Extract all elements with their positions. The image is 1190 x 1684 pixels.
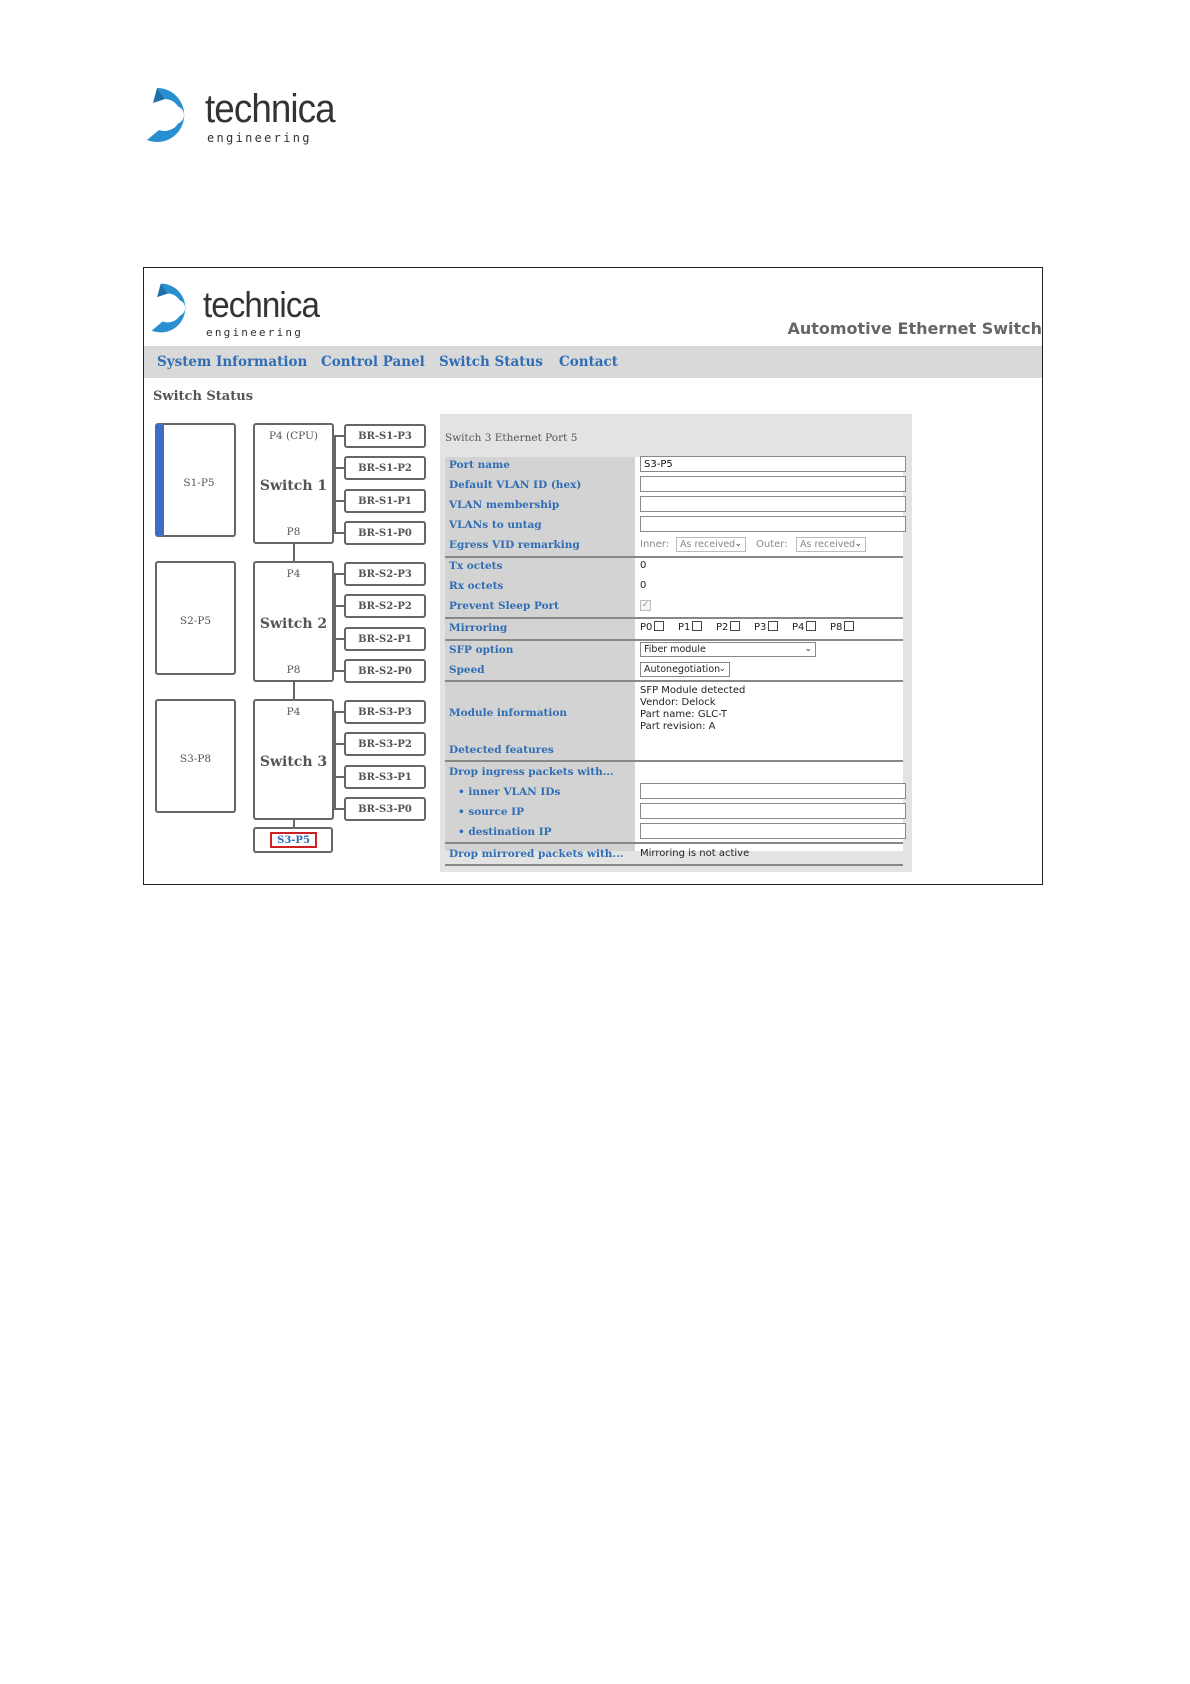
egress-vid-label: Egress VID remarking (449, 539, 580, 551)
switch-bottom-port: P8 (286, 526, 301, 538)
technica-logo-icon (143, 84, 207, 146)
default-vlan-input[interactable] (640, 476, 906, 492)
sfp-option-value: Fiber module (644, 644, 706, 655)
module-line: Part name: GLC-T (640, 709, 727, 720)
sfp-option-select[interactable] (640, 642, 816, 657)
mirror-p1 (678, 621, 702, 633)
logo-wordmark: technica (205, 87, 335, 131)
bridge-label: BR-S1-P0 (358, 528, 412, 539)
bridge-label: BR-S2-P0 (358, 666, 412, 677)
port-box-s3-p8[interactable] (155, 699, 236, 813)
bridge-link (334, 776, 344, 778)
mirror-port-label: P0 (640, 622, 653, 633)
bridge-box-br-s3-p3[interactable] (344, 700, 426, 724)
bridge-box-br-s2-p1[interactable] (344, 627, 426, 651)
tx-octets-label: Tx octets (449, 560, 503, 572)
mirror-port-label: P8 (830, 622, 843, 633)
speed-value: Autonegotiation (644, 664, 721, 675)
bridge-box-br-s2-p3[interactable] (344, 562, 426, 586)
bridge-link (334, 467, 344, 469)
mirror-p8 (830, 621, 854, 633)
bridge-box-br-s2-p2[interactable] (344, 594, 426, 618)
module-info-label: Module information (449, 707, 567, 719)
row-divider (445, 617, 903, 619)
bridge-label: BR-S3-P0 (358, 804, 412, 815)
checkbox-icon[interactable] (654, 621, 664, 631)
bridge-link (334, 670, 344, 672)
module-line: Part revision: A (640, 721, 716, 732)
mirror-p0 (640, 621, 664, 633)
port-name-label: Port name (449, 459, 510, 471)
chevron-down-icon: ⌄ (804, 644, 812, 654)
row-divider (445, 639, 903, 641)
nav-switch-status[interactable]: Switch Status (439, 354, 543, 370)
mirror-port-label: P2 (716, 622, 729, 633)
checkbox-icon[interactable] (806, 621, 816, 631)
logo-subtitle: engineering (206, 326, 304, 339)
app-title: Automotive Ethernet Switch (787, 319, 1042, 338)
checkbox-icon[interactable] (844, 621, 854, 631)
chevron-down-icon: ⌄ (734, 539, 742, 549)
chevron-down-icon: ⌄ (718, 664, 726, 674)
destination-ip-label: • destination IP (458, 826, 552, 838)
bridge-link (334, 435, 344, 437)
port-label: S1-P5 (183, 477, 215, 489)
app-logo[interactable] (148, 280, 320, 340)
vlans-untag-label: VLANs to untag (449, 519, 542, 531)
source-ip-input[interactable] (640, 803, 906, 819)
mirroring-label: Mirroring (449, 622, 508, 634)
bridge-label: BR-S2-P1 (358, 634, 412, 645)
row-divider (445, 680, 903, 682)
port-label: S3-P8 (179, 753, 212, 765)
egress-outer-select[interactable] (796, 537, 866, 552)
nav-contact[interactable]: Contact (559, 354, 619, 370)
bridge-link (334, 532, 344, 534)
sfp-option-label: SFP option (449, 644, 514, 656)
drop-ingress-label: Drop ingress packets with... (449, 766, 614, 778)
page-logo (143, 84, 335, 150)
rx-octets-value: 0 (640, 580, 647, 591)
selected-port-s3-p5[interactable]: S3-P5 (270, 832, 317, 848)
speed-label: Speed (449, 664, 485, 676)
bridge-box-br-s1-p0[interactable] (344, 521, 426, 545)
panel-title: Switch 3 Ethernet Port 5 (445, 432, 578, 444)
bridge-box-br-s1-p3[interactable] (344, 424, 426, 448)
switch-name: Switch 1 (259, 478, 328, 494)
port-config-panel (440, 414, 912, 872)
module-line: SFP Module detected (640, 685, 746, 696)
mirror-port-label: P3 (754, 622, 767, 633)
bridge-link (334, 605, 344, 607)
bridge-link (334, 638, 344, 640)
bridge-bus (334, 711, 336, 809)
egress-inner-value: As received (680, 539, 736, 550)
bridge-label: BR-S3-P2 (358, 739, 412, 750)
port-box-s3-p5 (253, 827, 333, 853)
row-divider (445, 842, 903, 844)
inner-vlan-ids-input[interactable] (640, 783, 906, 799)
bridge-link (334, 573, 344, 575)
mirror-p4 (792, 621, 816, 633)
bridge-label: BR-S2-P2 (358, 601, 412, 612)
mirror-port-label: P4 (792, 622, 805, 633)
nav-bar (144, 346, 1042, 378)
technica-logo-icon (148, 280, 206, 336)
checkbox-icon[interactable] (730, 621, 740, 631)
nav-system-information[interactable]: System Information (157, 354, 308, 370)
bridge-box-br-s3-p2[interactable] (344, 732, 426, 756)
checkbox-icon[interactable] (692, 621, 702, 631)
bridge-box-br-s1-p2[interactable] (344, 456, 426, 480)
bridge-label: BR-S1-P2 (358, 463, 412, 474)
switch-2-box[interactable] (253, 561, 334, 682)
mirror-port-label: P1 (678, 622, 691, 633)
chevron-down-icon: ⌄ (854, 539, 862, 549)
port-name-input[interactable] (640, 456, 906, 472)
bridge-box-br-s2-p0[interactable] (344, 659, 426, 683)
checkbox-icon[interactable] (768, 621, 778, 631)
bridge-link (334, 711, 344, 713)
switch-1-box[interactable] (253, 423, 334, 544)
bridge-label: BR-S1-P3 (358, 431, 412, 442)
vlans-untag-input[interactable] (640, 516, 906, 532)
switch-link (293, 820, 295, 827)
prevent-sleep-label: Prevent Sleep Port (449, 600, 559, 612)
bridge-box-br-s1-p1[interactable] (344, 489, 426, 513)
prevent-sleep-checkbox[interactable]: ✓ (641, 600, 650, 610)
logo-subtitle: engineering (207, 131, 312, 145)
drop-mirrored-label: Drop mirrored packets with... (449, 848, 624, 860)
row-divider (445, 864, 903, 866)
port-box-s1-p5[interactable] (155, 423, 236, 537)
bridge-label: BR-S3-P3 (358, 707, 412, 718)
bridge-link (334, 743, 344, 745)
bridge-bus (334, 573, 336, 671)
switch-name: Switch 2 (259, 616, 328, 632)
drop-mirrored-value: Mirroring is not active (640, 848, 750, 859)
row-divider (445, 556, 903, 558)
egress-outer-value: As received (800, 539, 856, 550)
bridge-label: BR-S2-P3 (358, 569, 412, 580)
logo-wordmark: technica (203, 284, 320, 325)
vlan-membership-input[interactable] (640, 496, 906, 512)
switch-link (293, 682, 295, 699)
switch-status-screenshot (143, 267, 1043, 885)
egress-outer-label: Outer: (756, 539, 788, 550)
bridge-box-br-s3-p1[interactable] (344, 765, 426, 789)
switch-top-port: P4 (CPU) (268, 430, 319, 442)
switch-top-port: P4 (286, 706, 301, 718)
nav-control-panel[interactable]: Control Panel (321, 354, 425, 370)
switch-bottom-port: P8 (286, 664, 301, 676)
source-ip-label: • source IP (458, 806, 524, 818)
switch-name: Switch 3 (259, 754, 328, 770)
bridge-bus (334, 435, 336, 533)
inner-vlan-ids-label: • inner VLAN IDs (458, 786, 561, 798)
bridge-link (334, 500, 344, 502)
bridge-box-br-s3-p0[interactable] (344, 797, 426, 821)
speed-select[interactable] (640, 662, 730, 677)
mirror-p2 (716, 621, 740, 633)
row-divider (445, 760, 903, 762)
bridge-link (334, 808, 344, 810)
bridge-label: BR-S3-P1 (358, 772, 412, 783)
switch-3-box[interactable] (253, 699, 334, 820)
mirroring-checkboxes (640, 621, 900, 635)
section-title: Switch Status (153, 389, 254, 404)
egress-inner-label: Inner: (640, 539, 670, 550)
rx-octets-label: Rx octets (449, 580, 504, 592)
switch-top-port: P4 (286, 568, 301, 580)
switch-link (293, 544, 295, 561)
module-line: Vendor: Delock (640, 697, 716, 708)
default-vlan-label: Default VLAN ID (hex) (449, 479, 582, 491)
port-label: S2-P5 (179, 615, 212, 627)
egress-inner-select[interactable] (676, 537, 746, 552)
destination-ip-input[interactable] (640, 823, 906, 839)
vlan-membership-label: VLAN membership (449, 499, 560, 511)
tx-octets-value: 0 (640, 560, 647, 571)
port-box-s2-p5[interactable] (155, 561, 236, 675)
mirror-p3 (754, 621, 778, 633)
bridge-label: BR-S1-P1 (358, 496, 412, 507)
detected-features-label: Detected features (449, 744, 554, 756)
